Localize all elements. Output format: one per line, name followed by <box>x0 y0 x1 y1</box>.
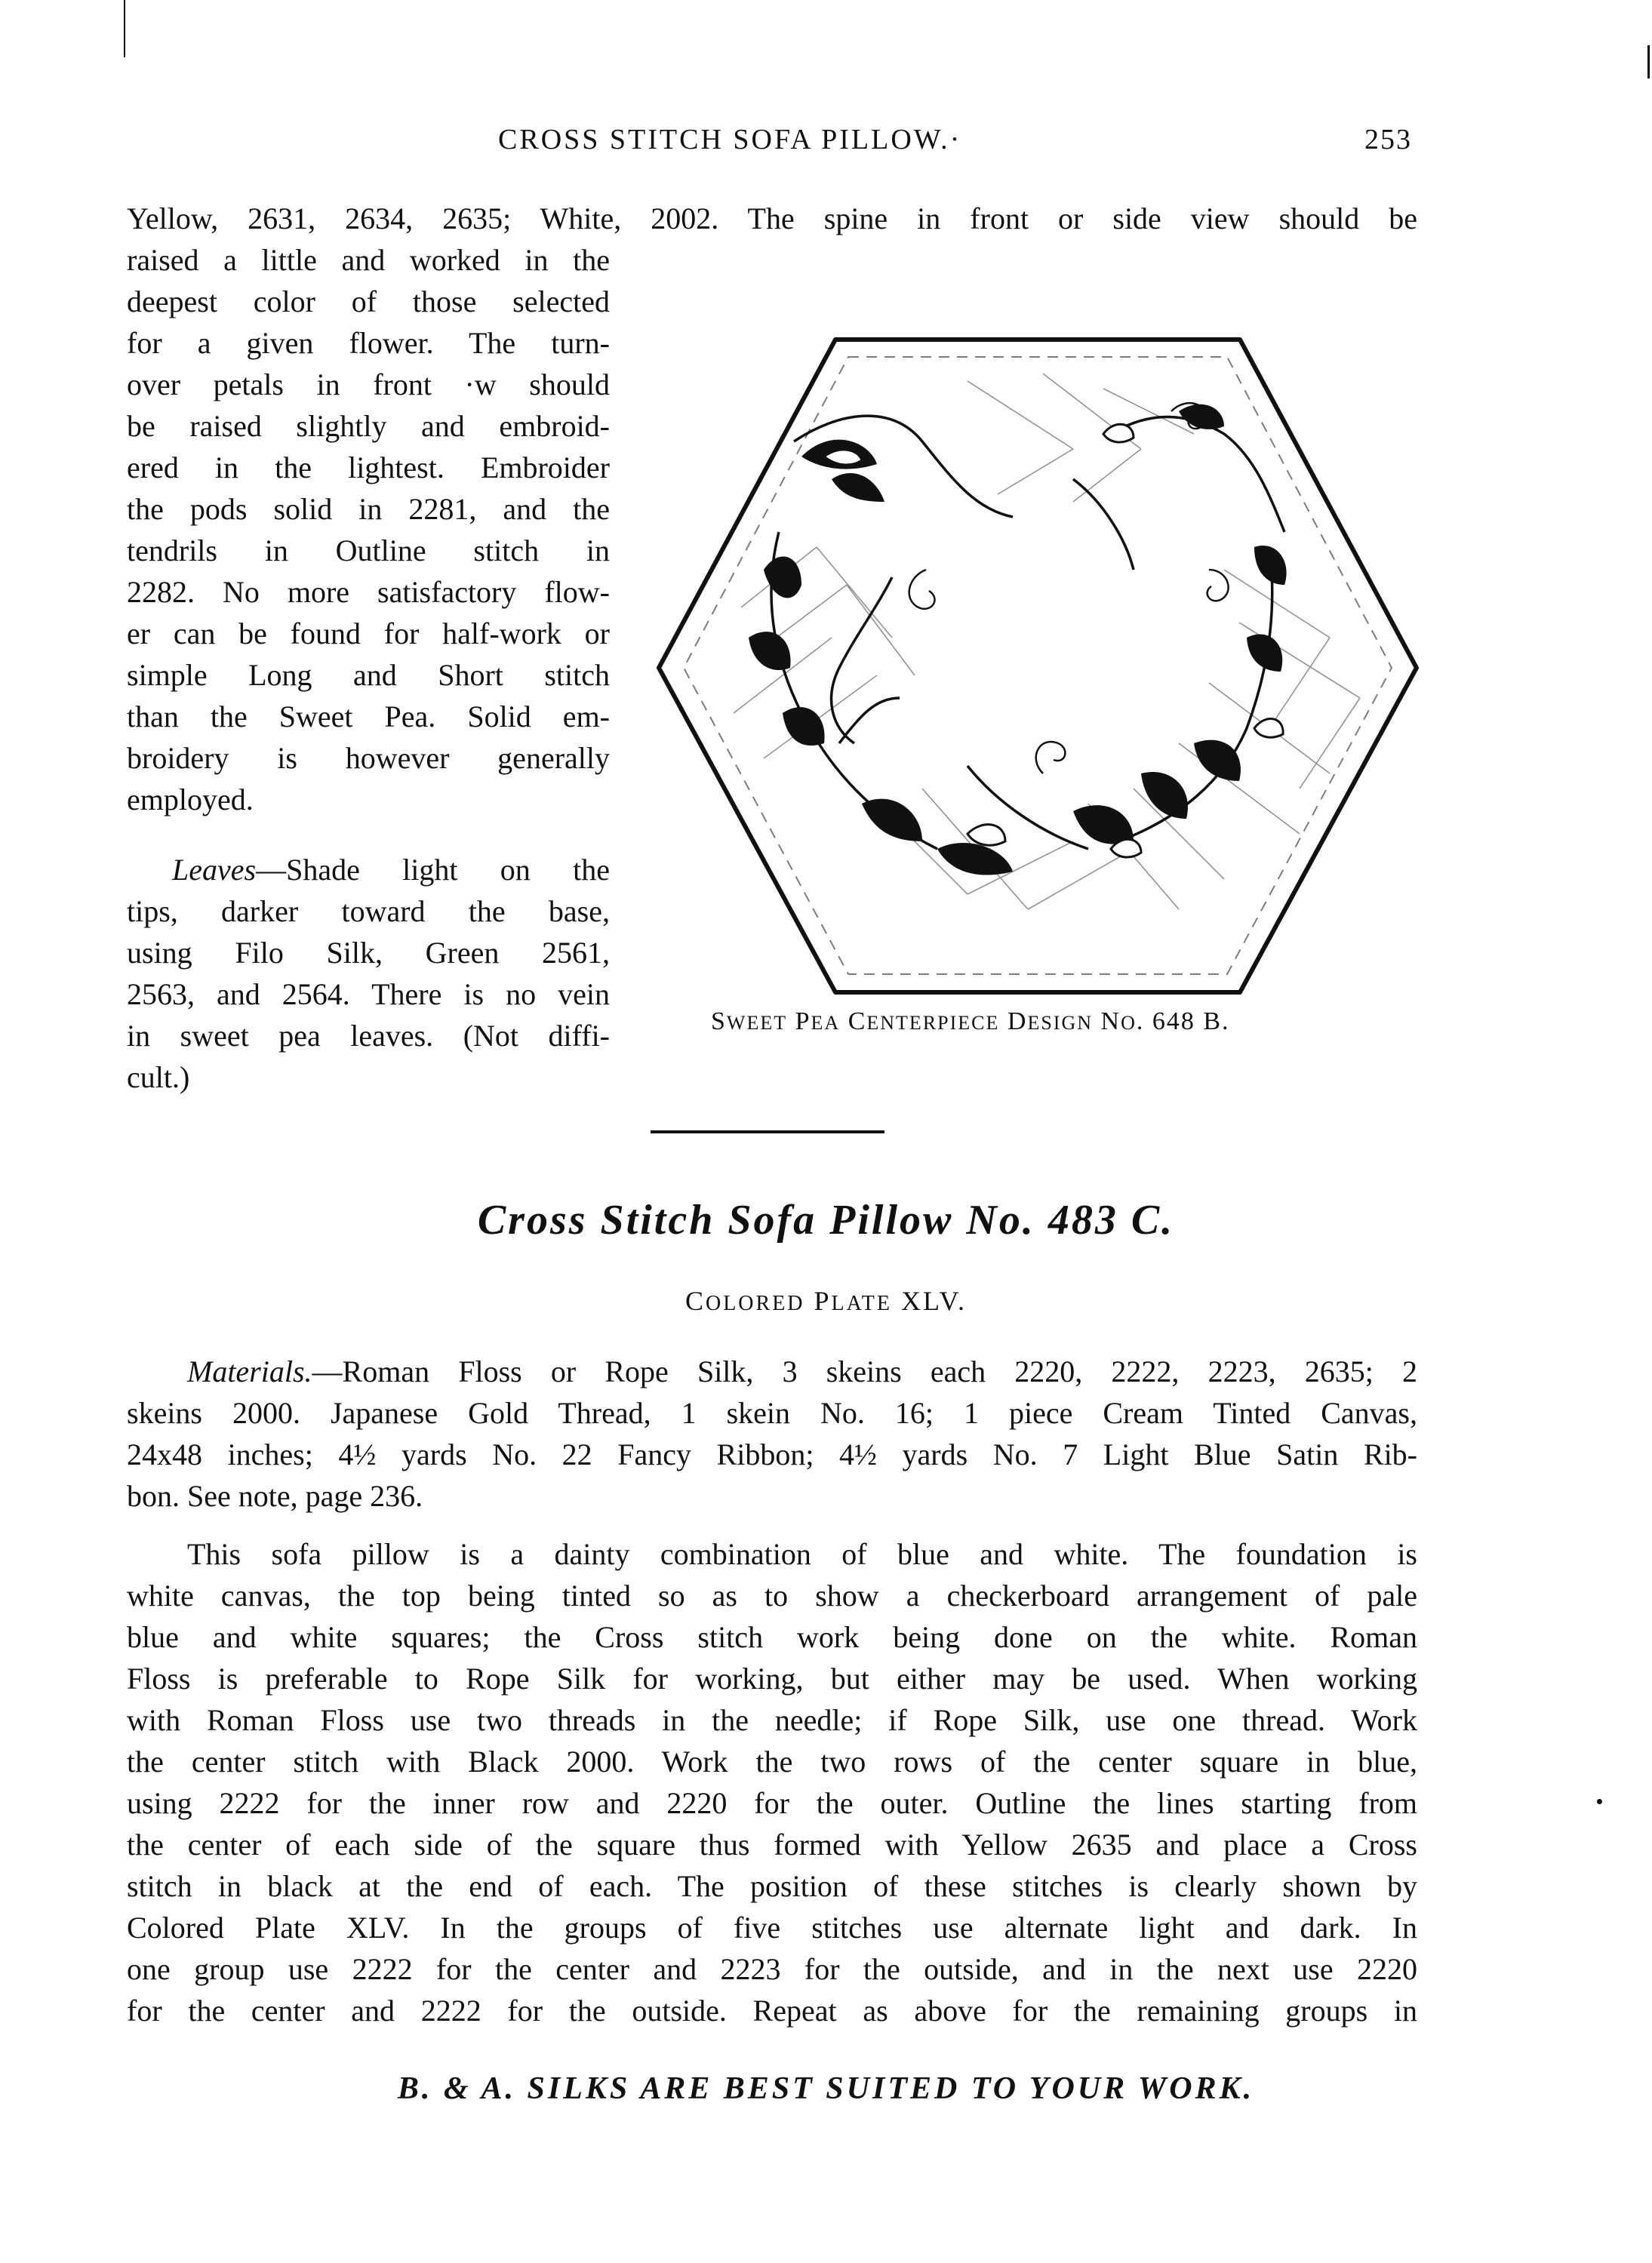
text-line: ered in the lightest. Embroider <box>127 450 610 484</box>
page-number: 253 <box>1364 124 1412 155</box>
main-paragraph <box>127 1533 1417 2031</box>
leaves-first-line <box>127 849 610 890</box>
text-line: for a given flower. The turn- <box>127 326 610 360</box>
text-line: tendrils in Outline stitch in <box>127 533 610 567</box>
text-line: deepest color of those selected <box>127 284 610 318</box>
text-line: the center of each side of the square thus formed with Yellow 2635 and place a Cross <box>127 1828 1417 1862</box>
text-line: 2282. No more satisfactory flow- <box>127 575 610 609</box>
text-line: be raised slightly and embroid- <box>127 409 610 443</box>
text-line: in sweet pea leaves. (Not diffi- <box>127 1019 610 1053</box>
colored-plate-reference: COLORED PLATE XLV. <box>684 1286 968 1316</box>
running-title: CROSS STITCH SOFA PILLOW.· <box>498 124 962 155</box>
text-line: over petals in front ·w should <box>127 367 610 401</box>
text-line: simple Long and Short stitch <box>127 658 610 692</box>
footer-slogan: B. & A. SILKS ARE BEST SUITED TO YOUR WORK. <box>397 2071 1255 2106</box>
figure-caption: SWEET PEA CENTERPIECE DESIGN NO. 648 B. <box>711 1007 1230 1035</box>
text-line: white canvas, the top being tinted so as to show a checkerboard arrangement of pale <box>127 1579 1417 1613</box>
text-line: employed. <box>127 783 254 816</box>
text-line: the pods solid in 2281, and the <box>127 492 610 526</box>
leaves-label: Leaves <box>172 853 257 887</box>
text-line: with Roman Floss use two threads in the needle; if Rope Silk, use one thread. Work <box>127 1703 1417 1737</box>
text-line: 2563, and 2564. There is no vein <box>127 977 610 1011</box>
text-line: blue and white squares; the Cross stitch work being done on the white. Roman <box>127 1620 1417 1654</box>
text-line: er can be found for half-work or <box>127 616 610 650</box>
text-line: than the Sweet Pea. Solid em- <box>127 700 610 733</box>
text-line: skeins 2000. Japanese Gold Thread, 1 skein No. 16; 1 piece Cream Tinted Canvas, <box>127 1396 1417 1430</box>
left-column-paragraph-2 <box>127 849 610 1098</box>
text-line: one group use 2222 for the center and 2223 for the outside, and in the next use 2220 <box>127 1952 1417 1986</box>
scan-edge-mark-left <box>124 0 125 57</box>
text-line: the center stitch with Black 2000. Work the two rows of the center square in blue, <box>127 1745 1417 1779</box>
materials-label: Materials. <box>187 1354 312 1388</box>
section-title: Cross Stitch Sofa Pillow No. 483 C. <box>477 1197 1175 1244</box>
stray-dot <box>1597 1799 1602 1804</box>
opening-line: Yellow, 2631, 2634, 2635; White, 2002. The spine in front or side view should be <box>127 201 1417 235</box>
scan-edge-mark-right <box>1647 45 1650 78</box>
materials-paragraph <box>127 1351 1417 1517</box>
text-line: raised a little and worked in the <box>127 243 610 277</box>
text-line: bon. See note, page 236. <box>127 1479 423 1513</box>
text-line: Floss is preferable to Rope Silk for working, but either may be used. When working <box>127 1662 1417 1696</box>
text-line: cult.) <box>127 1060 190 1094</box>
tendril-curls <box>909 403 1229 773</box>
text-line: broidery is however generally <box>127 741 610 775</box>
text-line: for the center and 2222 for the outside. Repeat as above for the remaining groups in <box>127 1994 1417 2028</box>
section-divider <box>651 1130 884 1133</box>
text-line: using 2222 for the inner row and 2220 for the outer. Outline the lines starting from <box>127 1786 1417 1820</box>
text-line: stitch in black at the end of each. The position of these stitches is clearly shown by <box>127 1869 1417 1903</box>
materials-first-line: Materials.—Roman Floss or Rope Silk, 3 skeins each 2220, 2222, 2223, 2635; 2 <box>187 1354 1417 1388</box>
text-line: Colored Plate XLV. In the groups of five stitches use alternate light and dark. In <box>127 1911 1417 1945</box>
text-line: 24x48 inches; 4½ yards No. 22 Fancy Ribbon; 4½ yards No. 7 Light Blue Satin Rib- <box>127 1437 1417 1471</box>
left-column-paragraph-1 <box>127 239 610 820</box>
text-line: This sofa pillow is a dainty combination of blue and white. The foundation is <box>187 1537 1417 1571</box>
text-line: tips, darker toward the base, <box>127 894 610 928</box>
leaves-intro: —Shade light on the <box>256 853 610 887</box>
text-line: using Filo Silk, Green 2561, <box>127 936 610 970</box>
sweet-pea-blossoms <box>824 424 1283 857</box>
sweet-pea-centerpiece-illustration <box>651 321 1425 1011</box>
